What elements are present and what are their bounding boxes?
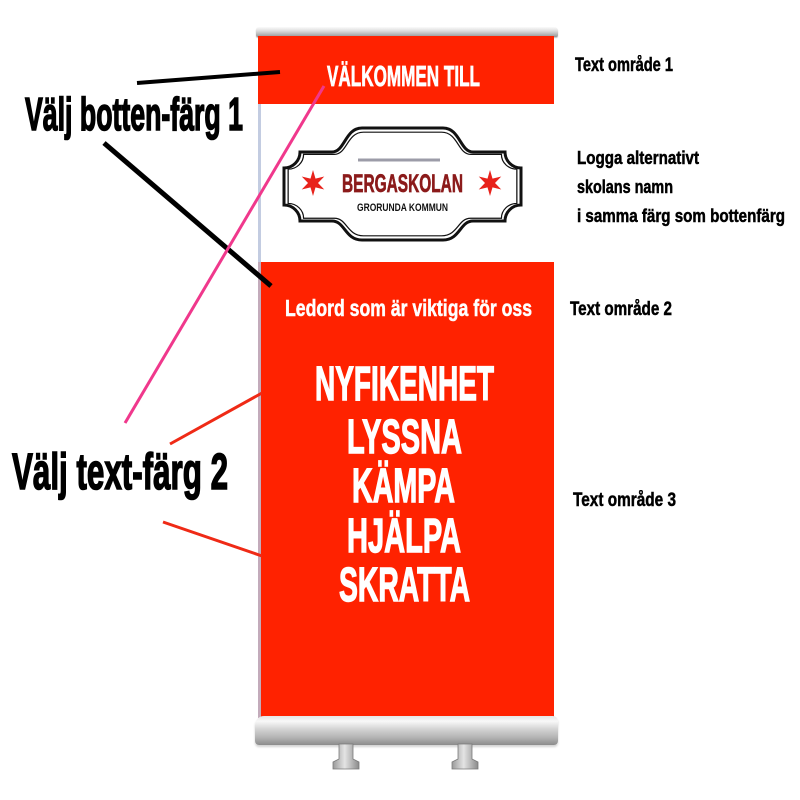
text-color-callout: Välj text-färg 2	[12, 443, 229, 500]
pointer-line-black	[104, 143, 271, 286]
value-word: NYFIKENHET	[315, 358, 495, 411]
logo-note-line: i samma färg som bottenfärg	[577, 206, 786, 226]
value-word: LYSSNA	[347, 411, 462, 464]
tagline: Ledord som är viktiga för oss	[285, 295, 533, 321]
value-word: HJÄLPA	[347, 510, 462, 563]
welcome-heading: VÄLKOMMEN TILL	[327, 61, 480, 93]
value-word: KÄMPA	[352, 460, 455, 513]
bottom-color-callout: Välj botten-färg 1	[25, 88, 243, 140]
pointer-line-red	[170, 393, 262, 444]
municipality-name: GRORUNDA KOMMUN	[357, 202, 449, 214]
pointer-line-black	[137, 72, 280, 83]
school-name: BERGASKOLAN	[342, 170, 463, 198]
text-area-2-label: Text område 2	[570, 299, 673, 320]
text-area-1-label: Text område 1	[575, 55, 674, 76]
pointer-line-red	[163, 522, 262, 556]
text-area-3-label: Text område 3	[573, 490, 676, 511]
logo-note-line: Logga alternativt	[577, 148, 700, 168]
logo-note-line: skolans namn	[577, 177, 674, 197]
value-word: SKRATTA	[339, 559, 471, 612]
